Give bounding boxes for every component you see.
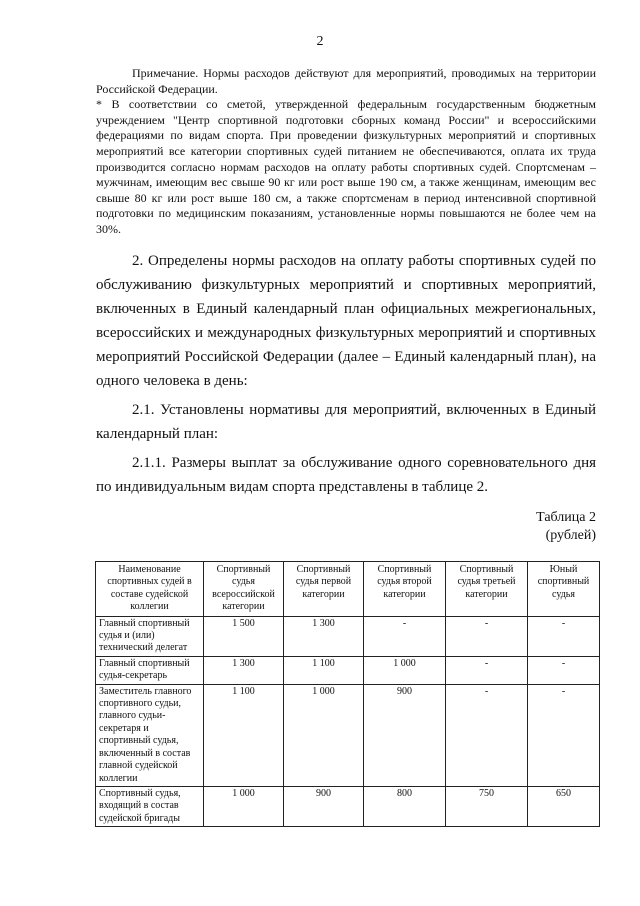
- table-cell: 750: [446, 786, 528, 826]
- note-remark: Примечание. Нормы расходов действуют для мероприятий, проводимых на территории Российской Федерации.: [96, 66, 596, 96]
- table-cell: -: [364, 616, 446, 656]
- table-cell: 1 300: [204, 656, 284, 684]
- table-unit: (рублей): [545, 528, 596, 543]
- table-cell: 1 300: [284, 616, 364, 656]
- table-cell: 650: [528, 786, 600, 826]
- header-cell: Спортивный судья всероссийской категории: [204, 562, 284, 617]
- row-label: Главный спортивный судья и (или) технический делегат: [96, 616, 204, 656]
- table-cell: -: [446, 656, 528, 684]
- rates-table: [95, 561, 600, 827]
- table-cell: -: [528, 684, 600, 786]
- table-cell: -: [528, 616, 600, 656]
- table-cell: 800: [364, 786, 446, 826]
- header-cell: Спортивный судья второй категории: [364, 562, 446, 617]
- paragraph-2: 2. Определены нормы расходов на оплату работы спортивных судей по обслуживанию физкультурных мероприятий и спортивных мероприятий, включенных в Единый календарный план официальных межрегиональных, всероссийских и международных физкультурных мероприятий и спортивных мероприятий Российской Федерации (далее – Единый календарный план), на одного человека в день:: [96, 253, 596, 389]
- table-cell: 900: [364, 684, 446, 786]
- table-cell: 1 100: [204, 684, 284, 786]
- footnote-block: [96, 66, 596, 238]
- note-asterisk: * В соответствии со сметой, утвержденной федеральным государственным бюджетным учреждением "Центр спортивной подготовки сборных команд России" и всероссийскими федерациями по видам спорта. При проведении физкультурных мероприятий и спортивных мероприятий все категории спортивных судей питанием не обеспечиваются, оплата их труда производится согласно нормам расходов на оплату работы спортивных судей. Спортсменам – мужчинам, имеющим вес свыше 90 кг или рост выше 190 см, а также женщинам, имеющим вес свыше 80 кг или рост выше 180 см, а также спортсменам в период интенсивной спортивной подготовки по медицинским показаниям, установленные нормы повышаются не более чем на 30%.: [96, 97, 596, 236]
- header-cell: Наименование спортивных судей в составе судейской коллегии: [96, 562, 204, 617]
- row-label: Главный спортивный судья-секретарь: [96, 656, 204, 684]
- table-row: [96, 656, 600, 684]
- header-cell: Спортивный судья третьей категории: [446, 562, 528, 617]
- table-row: [96, 786, 600, 826]
- table-cell: 1 100: [284, 656, 364, 684]
- page-number: 2: [316, 34, 324, 49]
- table-cell: 1 000: [364, 656, 446, 684]
- table-row: [96, 616, 600, 656]
- main-text: [96, 249, 596, 499]
- table-header-row: [96, 562, 600, 617]
- table-caption: [536, 509, 596, 545]
- table-cell: 1 000: [284, 684, 364, 786]
- table-cell: -: [446, 616, 528, 656]
- header-cell: Спортивный судья первой категории: [284, 562, 364, 617]
- table-cell: 1 500: [204, 616, 284, 656]
- paragraph-2-1: 2.1. Установлены нормативы для мероприятий, включенных в Единый календарный план:: [96, 402, 596, 442]
- row-label: Спортивный судья, входящий в состав судейской бригады: [96, 786, 204, 826]
- table-title: Таблица 2: [536, 510, 596, 525]
- table-cell: -: [528, 656, 600, 684]
- row-label: Заместитель главного спортивного судьи, главного судьи-секретаря и спортивный судья, включенный в состав главной судейской коллегии: [96, 684, 204, 786]
- table-row: [96, 684, 600, 786]
- table-cell: 1 000: [204, 786, 284, 826]
- header-cell: Юный спортивный судья: [528, 562, 600, 617]
- table-cell: 900: [284, 786, 364, 826]
- table-cell: -: [446, 684, 528, 786]
- paragraph-2-1-1: 2.1.1. Размеры выплат за обслуживание одного соревновательного дня по индивидуальным видам спорта представлены в таблице 2.: [96, 455, 596, 495]
